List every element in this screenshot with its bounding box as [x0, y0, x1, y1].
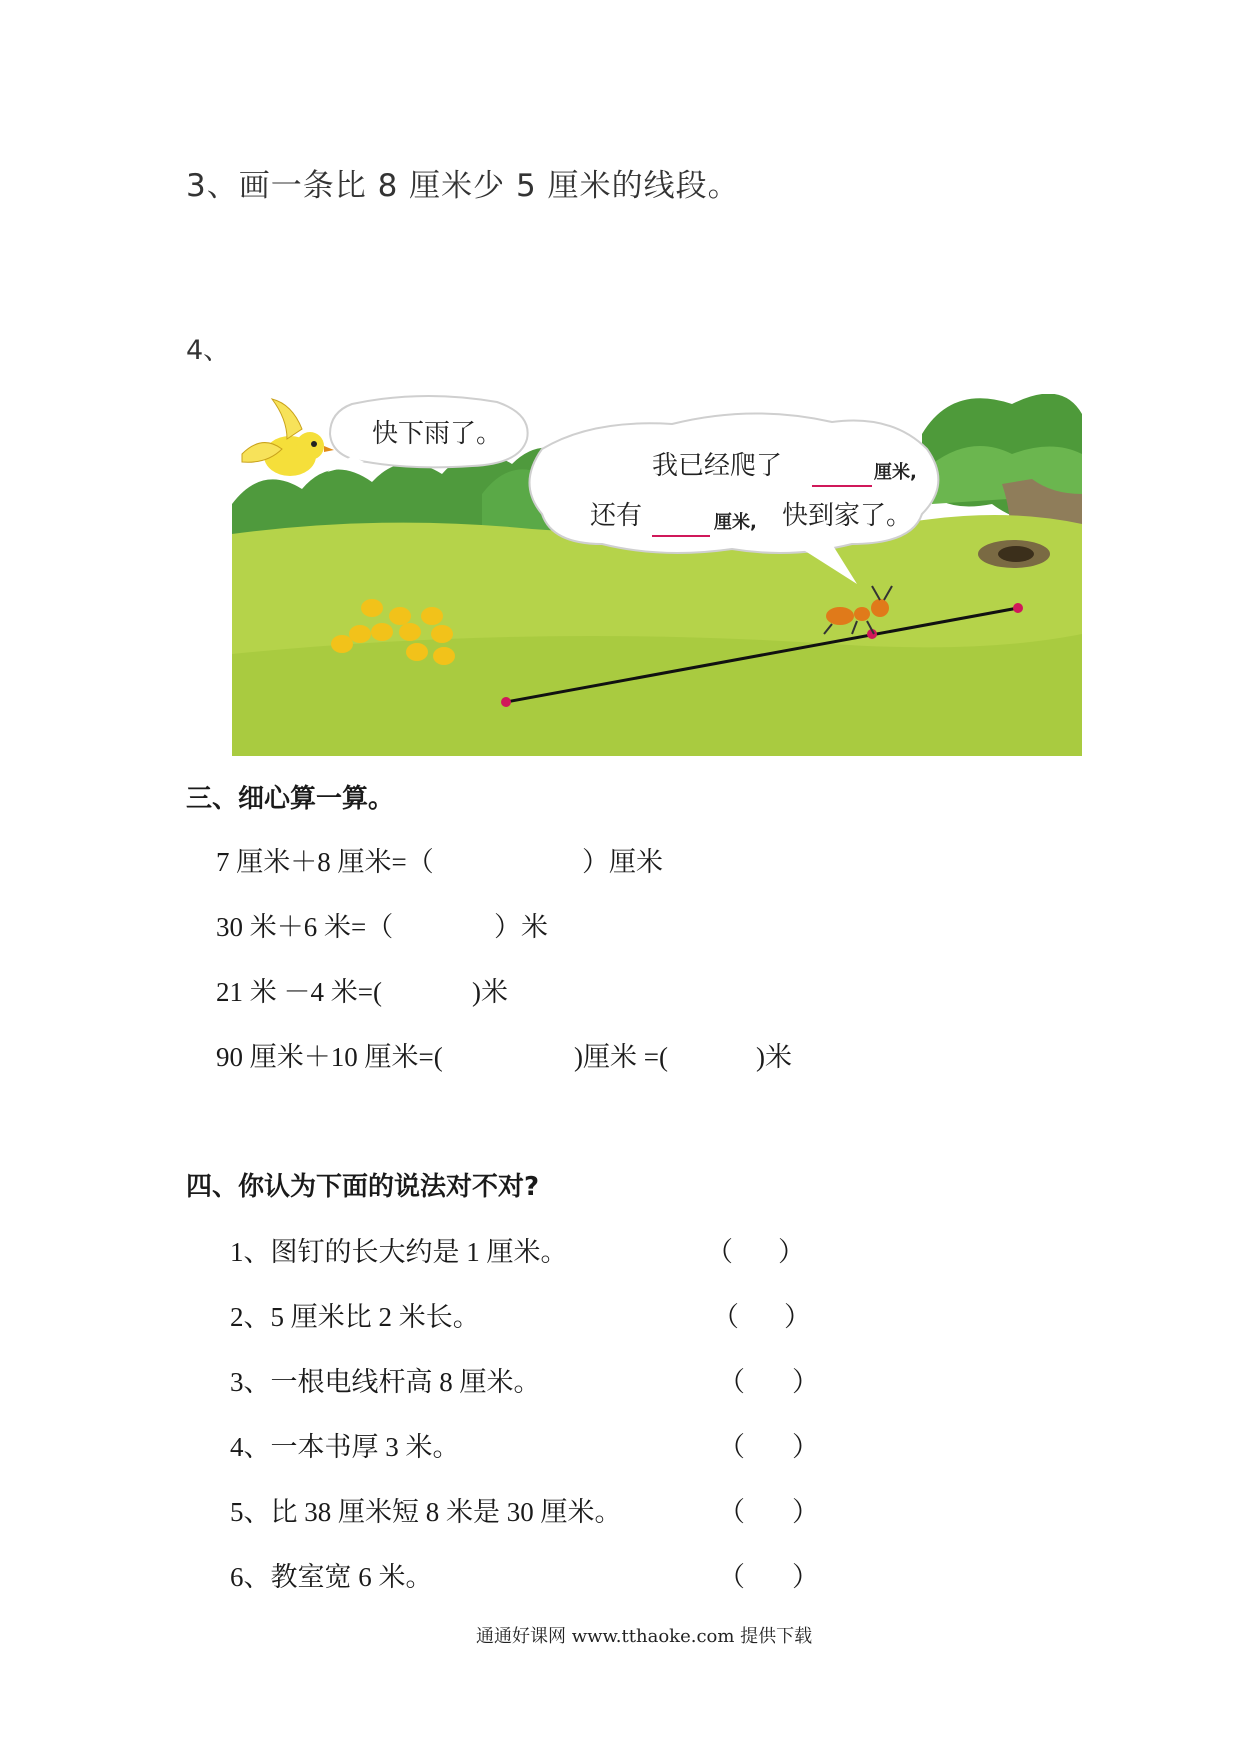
answer-close-3: ） [792, 1367, 819, 1397]
answer-close-2: ） [784, 1302, 811, 1332]
answer-open-2: （ [712, 1302, 739, 1332]
start-point [501, 697, 511, 707]
question-3: 3、画一条比 8 厘米少 5 厘米的线段。 [186, 168, 740, 204]
calc-close-2: ）米 [494, 912, 548, 942]
answer-open-5: （ [718, 1497, 745, 1527]
calc-close-4: )厘米 =( [574, 1042, 668, 1072]
calc-close-4b: )米 [756, 1042, 792, 1072]
footer-credit: 通通好课网 www.tthaoke.com 提供下载 [476, 1626, 813, 1647]
ant-speech-2b: 厘米, [714, 512, 757, 533]
answer-close-6: ） [792, 1562, 819, 1592]
judge-item-3: 3、一根电线杆高 8 厘米。 [230, 1367, 541, 1397]
ant-speech-1a: 我已经爬了 [652, 451, 783, 481]
answer-close-4: ） [792, 1432, 819, 1462]
answer-open-3: （ [718, 1367, 745, 1397]
judge-item-2: 2、5 厘米比 2 米长。 [230, 1302, 480, 1332]
answer-close-5: ） [792, 1497, 819, 1527]
section-4-title: 四、你认为下面的说法对不对? [186, 1172, 540, 1202]
ant-speech-2a: 还有 [590, 501, 643, 531]
ant-speech-1b: 厘米, [874, 462, 917, 483]
end-point [1013, 603, 1023, 613]
answer-open-4: （ [718, 1432, 745, 1462]
section-3-title: 三、细心算一算。 [186, 784, 395, 814]
judge-item-5: 5、比 38 厘米短 8 米是 30 厘米。 [230, 1497, 622, 1527]
answer-open-1: （ [706, 1237, 733, 1267]
calc-expr-3: 21 米 －4 米=( [216, 977, 382, 1007]
judge-item-4: 4、一本书厚 3 米。 [230, 1432, 460, 1462]
answer-open-6: （ [718, 1562, 745, 1592]
calc-close-1: ）厘米 [582, 847, 663, 877]
bird-speech: 快下雨了。 [372, 419, 503, 449]
question-4-label: 4、 [186, 335, 231, 366]
calc-close-3: )米 [472, 977, 508, 1007]
answer-close-1: ） [778, 1237, 805, 1267]
judge-item-1: 1、图钉的长大约是 1 厘米。 [230, 1237, 568, 1267]
calc-expr-1: 7 厘米＋8 厘米=（ [216, 847, 434, 877]
ant-illustration [232, 394, 1082, 756]
calc-expr-2: 30 米＋6 米=（ [216, 912, 394, 942]
calc-expr-4: 90 厘米＋10 厘米=( [216, 1042, 443, 1072]
judge-item-6: 6、教室宽 6 米。 [230, 1562, 433, 1592]
ant-speech-2c: 快到家了。 [782, 501, 913, 531]
